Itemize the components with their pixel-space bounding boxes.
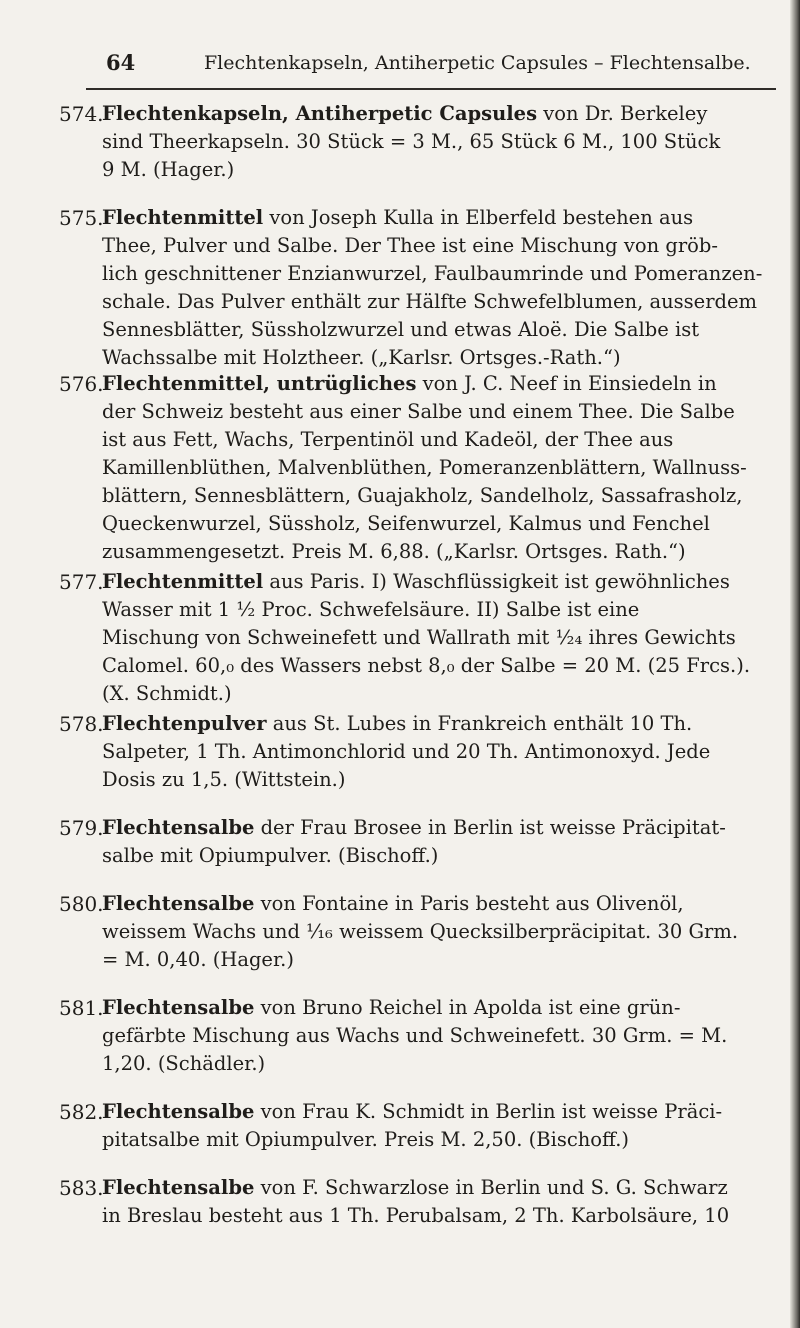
entry-line: Mischung von Schweinefett und Wallrath mit ¹⁄₂₄ ihres Gewichts (102, 626, 736, 649)
entry-line: Salpeter, 1 Th. Antimonchlorid und 20 Th. Antimonoxyd. Jede (102, 740, 711, 763)
entry-number: 578. (59, 712, 104, 736)
entry-line: Thee, Pulver und Salbe. Der Thee ist eine Mischung von gröb- (102, 234, 718, 257)
entry-title: Flechtenmittel, untrügliches (102, 372, 417, 395)
running-head: Flechtenkapseln, Antiherpetic Capsules – Flechtensalbe. (204, 52, 751, 74)
entry-number: 575. (59, 206, 104, 230)
entry-line: von Bruno Reichel in Apolda ist eine grün- (260, 996, 681, 1019)
entry-title: Flechtenmittel (102, 570, 264, 593)
entry-number: 583. (59, 1176, 104, 1200)
entry-title: Flechtenpulver (102, 712, 267, 735)
entry-line: von J. C. Neef in Einsiedeln in (422, 372, 717, 395)
page-gutter-shadow (790, 0, 800, 1328)
entry-line: Wasser mit 1 ½ Proc. Schwefelsäure. II) Salbe ist eine (102, 598, 640, 621)
entry-title: Flechtenmittel (102, 206, 264, 229)
entry-line: in Breslau besteht aus 1 Th. Perubalsam, 2 Th. Karbolsäure, 10 (102, 1204, 730, 1227)
entry-title: Flechtensalbe (102, 892, 255, 915)
entry-first-line (102, 370, 717, 398)
entry-line: Dosis zu 1,5. (Wittstein.) (102, 768, 346, 791)
entry-number: 581. (59, 996, 104, 1020)
entry-line: 1,20. (Schädler.) (102, 1052, 266, 1075)
entry-line: von Frau K. Schmidt in Berlin ist weisse Präci- (260, 1100, 723, 1123)
entry-number: 582. (59, 1100, 104, 1124)
entry-line: aus Paris. I) Waschflüssigkeit ist gewöhnliches (269, 570, 730, 593)
entry-first-line (102, 204, 693, 232)
entry-first-line (102, 100, 707, 128)
entry-line: von Joseph Kulla in Elberfeld bestehen aus (269, 206, 694, 229)
entry-line: gefärbte Mischung aus Wachs und Schweinefett. 30 Grm. = M. (102, 1024, 728, 1047)
entry-line: (X. Schmidt.) (102, 682, 232, 705)
entry-first-line (102, 994, 680, 1022)
entry-line: der Schweiz besteht aus einer Salbe und einem Thee. Die Salbe (102, 400, 735, 423)
entry-first-line (102, 814, 726, 842)
entry-first-line (102, 568, 730, 596)
entry-line: sind Theerkapseln. 30 Stück = 3 M., 65 Stück 6 M., 100 Stück (102, 130, 721, 153)
entry-line: ist aus Fett, Wachs, Terpentinöl und Kadeöl, der Thee aus (102, 428, 674, 451)
entry-line: Calomel. 60,₀ des Wassers nebst 8,₀ der Salbe = 20 M. (25 Frcs.). (102, 654, 751, 677)
entry-line: pitatsalbe mit Opiumpulver. Preis M. 2,50. (Bischoff.) (102, 1128, 630, 1151)
entry-line: Kamillenblüthen, Malvenblüthen, Pomeranzenblättern, Wallnuss- (102, 456, 747, 479)
entry-line: Wachssalbe mit Holztheer. („Karlsr. Ortsges.-Rath.“) (102, 346, 621, 369)
entry-line: = M. 0,40. (Hager.) (102, 948, 294, 971)
entry-first-line (102, 1098, 722, 1126)
entry-number: 579. (59, 816, 104, 840)
entry-first-line (102, 890, 684, 918)
entry-line: weissem Wachs und ¹⁄₁₆ weissem Quecksilberpräcipitat. 30 Grm. (102, 920, 739, 943)
entry-line: Sennesblätter, Süssholzwurzel und etwas Aloë. Die Salbe ist (102, 318, 700, 341)
entry-line: lich geschnittener Enzianwurzel, Faulbaumrinde und Pomeranzen- (102, 262, 763, 285)
entry-title: Flechtensalbe (102, 816, 255, 839)
entry-title: Flechtenkapseln, Antiherpetic Capsules (102, 102, 538, 125)
entry-line: salbe mit Opiumpulver. (Bischoff.) (102, 844, 439, 867)
entry-title: Flechtensalbe (102, 1100, 255, 1123)
entry-number: 580. (59, 892, 104, 916)
page-number: 64 (106, 50, 136, 75)
entry-first-line (102, 1174, 728, 1202)
entry-line: 9 M. (Hager.) (102, 158, 235, 181)
entry-line: Queckenwurzel, Süssholz, Seifenwurzel, Kalmus und Fenchel (102, 512, 710, 535)
entry-title: Flechtensalbe (102, 1176, 255, 1199)
entry-number: 574. (59, 102, 104, 126)
entry-line: von Dr. Berkeley (543, 102, 708, 125)
entry-title: Flechtensalbe (102, 996, 255, 1019)
entry-first-line (102, 710, 692, 738)
entry-line: von Fontaine in Paris besteht aus Olivenöl, (260, 892, 684, 915)
page-header (86, 48, 776, 90)
entry-line: schale. Das Pulver enthält zur Hälfte Schwefelblumen, ausserdem (102, 290, 758, 313)
entry-line: von F. Schwarzlose in Berlin und S. G. Schwarz (260, 1176, 728, 1199)
entry-number: 576. (59, 372, 104, 396)
entry-line: aus St. Lubes in Frankreich enthält 10 Th. (272, 712, 693, 735)
entry-number: 577. (59, 570, 104, 594)
entry-line: zusammengesetzt. Preis M. 6,88. („Karlsr. Ortsges. Rath.“) (102, 540, 686, 563)
entry-line: der Frau Brosee in Berlin ist weisse Präcipitat- (260, 816, 726, 839)
entry-line: blättern, Sennesblättern, Guajakholz, Sandelholz, Sassafrasholz, (102, 484, 743, 507)
